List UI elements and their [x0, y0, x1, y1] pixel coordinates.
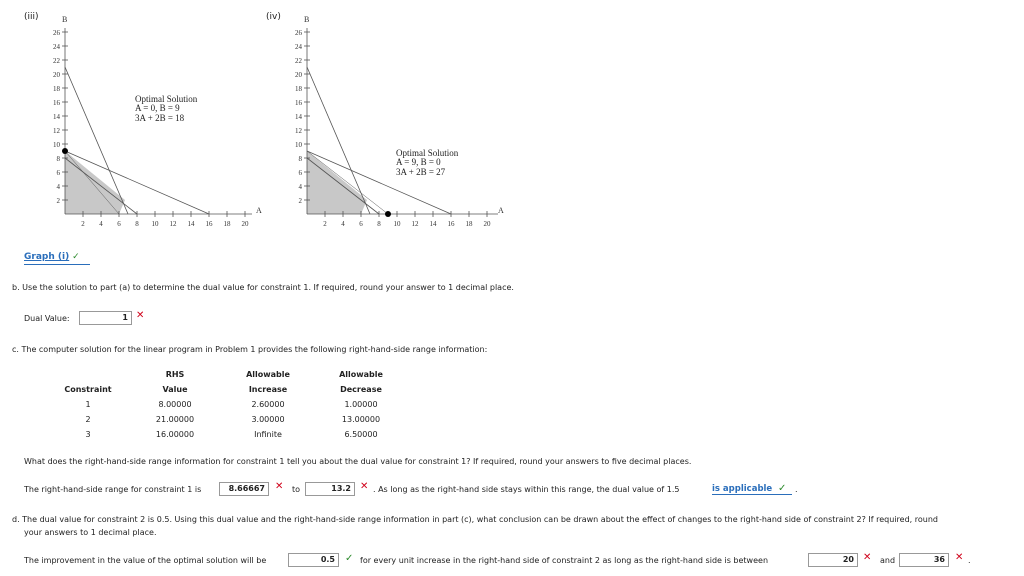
cross-icon: ✕	[275, 481, 284, 492]
graph-iv	[272, 8, 517, 233]
part-d-question: d. The dual value for constraint 2 is 0.5. Using this dual value and the right-hand-side range information in part (c), what conclusion can be drawn about the effect of changes to the right-hand side of constraint 2? If required, round	[12, 515, 938, 524]
applicable-dropdown[interactable]: is applicable	[712, 484, 773, 494]
svg-text:2: 2	[81, 220, 85, 228]
svg-text:2: 2	[298, 197, 302, 205]
improvement-prefix: The improvement in the value of the optimal solution will be	[24, 556, 267, 565]
improvement-input[interactable]: 0.5	[288, 553, 339, 567]
svg-text:14: 14	[53, 113, 60, 121]
svg-text:16: 16	[295, 99, 302, 107]
svg-text:B: B	[304, 15, 310, 24]
range-high-input-d[interactable]: 36	[899, 553, 949, 567]
svg-text:12: 12	[53, 127, 60, 135]
cross-icon: ✕	[360, 481, 369, 492]
svg-text:16: 16	[447, 220, 455, 228]
svg-text:14: 14	[295, 113, 302, 121]
svg-text:18: 18	[295, 85, 302, 93]
range-low-input-d[interactable]: 20	[808, 553, 858, 567]
svg-text:20: 20	[295, 71, 302, 79]
svg-text:8: 8	[135, 220, 139, 228]
table-row: 3	[85, 430, 91, 439]
optimal-annotation	[135, 94, 198, 123]
optimal-point	[62, 148, 68, 154]
and-label: and	[880, 556, 896, 565]
svg-text:14: 14	[187, 220, 195, 228]
check-icon: ✓	[778, 483, 787, 494]
svg-text:6: 6	[56, 169, 60, 177]
graph-answer-dropdown[interactable]: Graph (i)	[24, 252, 70, 262]
part-c-intro: c. The computer solution for the linear program in Problem 1 provides the following right-hand-side range information:	[12, 345, 488, 354]
svg-text:3A + 2B = 27: 3A + 2B = 27	[396, 167, 446, 177]
check-icon: ✓	[72, 252, 80, 262]
answer-underline	[712, 494, 792, 495]
to-label: to	[292, 485, 301, 494]
svg-text:16: 16	[205, 220, 213, 228]
svg-text:12: 12	[169, 220, 177, 228]
part-b-question: b. Use the solution to part (a) to determine the dual value for constraint 1. If required, round your answer to 1 decimal place.	[12, 283, 514, 292]
svg-text:4: 4	[99, 220, 103, 228]
y-axis-label: B	[62, 15, 68, 24]
svg-text:4: 4	[298, 183, 302, 191]
range-prefix: The right-hand-side range for constraint 1 is	[24, 485, 202, 494]
svg-text:Optimal Solution: Optimal Solution	[135, 94, 198, 104]
svg-text:6: 6	[359, 220, 363, 228]
range-suffix: . As long as the right-hand side stays within this range, the dual value of 1.5	[373, 485, 680, 494]
optimal-annotation	[396, 148, 459, 177]
svg-text:8: 8	[377, 220, 381, 228]
svg-text:2: 2	[323, 220, 327, 228]
svg-text:14: 14	[429, 220, 437, 228]
graph-iii-label: (iii)	[24, 12, 39, 22]
cross-icon: ✕	[863, 552, 872, 563]
svg-text:10: 10	[53, 141, 60, 149]
svg-text:12: 12	[295, 127, 302, 135]
svg-text:20: 20	[483, 220, 491, 228]
optimal-point	[385, 211, 391, 217]
svg-text:10: 10	[393, 220, 401, 228]
svg-text:Optimal Solution: Optimal Solution	[396, 148, 459, 158]
svg-text:20: 20	[53, 71, 60, 79]
range-high-input[interactable]: 13.2	[305, 482, 355, 496]
svg-text:3A + 2B = 18: 3A + 2B = 18	[135, 113, 185, 123]
svg-text:6: 6	[298, 169, 302, 177]
svg-text:A = 9, B = 0: A = 9, B = 0	[396, 157, 441, 167]
svg-text:12: 12	[411, 220, 419, 228]
graph-iii	[30, 8, 270, 233]
svg-text:18: 18	[223, 220, 231, 228]
svg-text:22: 22	[53, 57, 60, 65]
svg-text:16: 16	[53, 99, 60, 107]
range-low-input[interactable]: 8.66667	[219, 482, 269, 496]
svg-text:4: 4	[341, 220, 345, 228]
svg-text:18: 18	[465, 220, 473, 228]
period: .	[968, 556, 971, 565]
svg-text:20: 20	[241, 220, 249, 228]
svg-text:22: 22	[295, 57, 302, 65]
answer-underline	[24, 264, 90, 265]
svg-text:8: 8	[56, 155, 60, 163]
svg-text:A = 0, B = 9: A = 0, B = 9	[135, 103, 180, 113]
part-c-question: What does the right-hand-side range information for constraint 1 tell you about the dual value for constraint 1? If required, round your answers to five decimal places.	[24, 457, 692, 466]
svg-text:10: 10	[151, 220, 159, 228]
dual-value-label: Dual Value:	[24, 314, 70, 323]
period: .	[795, 485, 798, 494]
feasible-region	[65, 151, 125, 214]
svg-text:24: 24	[295, 43, 302, 51]
table-row: 1	[85, 400, 91, 409]
cross-icon: ✕	[136, 310, 145, 321]
svg-text:10: 10	[295, 141, 302, 149]
svg-text:24: 24	[53, 43, 60, 51]
svg-text:26: 26	[295, 29, 302, 37]
x-axis-label: A	[256, 206, 262, 215]
feasible-region	[307, 151, 367, 214]
improvement-mid: for every unit increase in the right-hand side of constraint 2 as long as the right-hand side is between	[360, 556, 769, 565]
graph-answer[interactable]	[24, 252, 80, 262]
graph-iv-label: (iv)	[266, 12, 281, 22]
svg-text:4: 4	[56, 183, 60, 191]
svg-text:8: 8	[298, 155, 302, 163]
part-d-question-cont: your answers to 1 decimal place.	[24, 528, 157, 537]
svg-text:6: 6	[117, 220, 121, 228]
table-row: 2	[85, 415, 91, 424]
y-tick-label: 26	[53, 29, 60, 37]
cross-icon: ✕	[955, 552, 964, 563]
svg-text:18: 18	[53, 85, 60, 93]
dual-value-input[interactable]: 1	[79, 311, 132, 325]
check-icon: ✓	[345, 553, 354, 564]
svg-text:A: A	[498, 206, 504, 215]
svg-text:2: 2	[56, 197, 60, 205]
